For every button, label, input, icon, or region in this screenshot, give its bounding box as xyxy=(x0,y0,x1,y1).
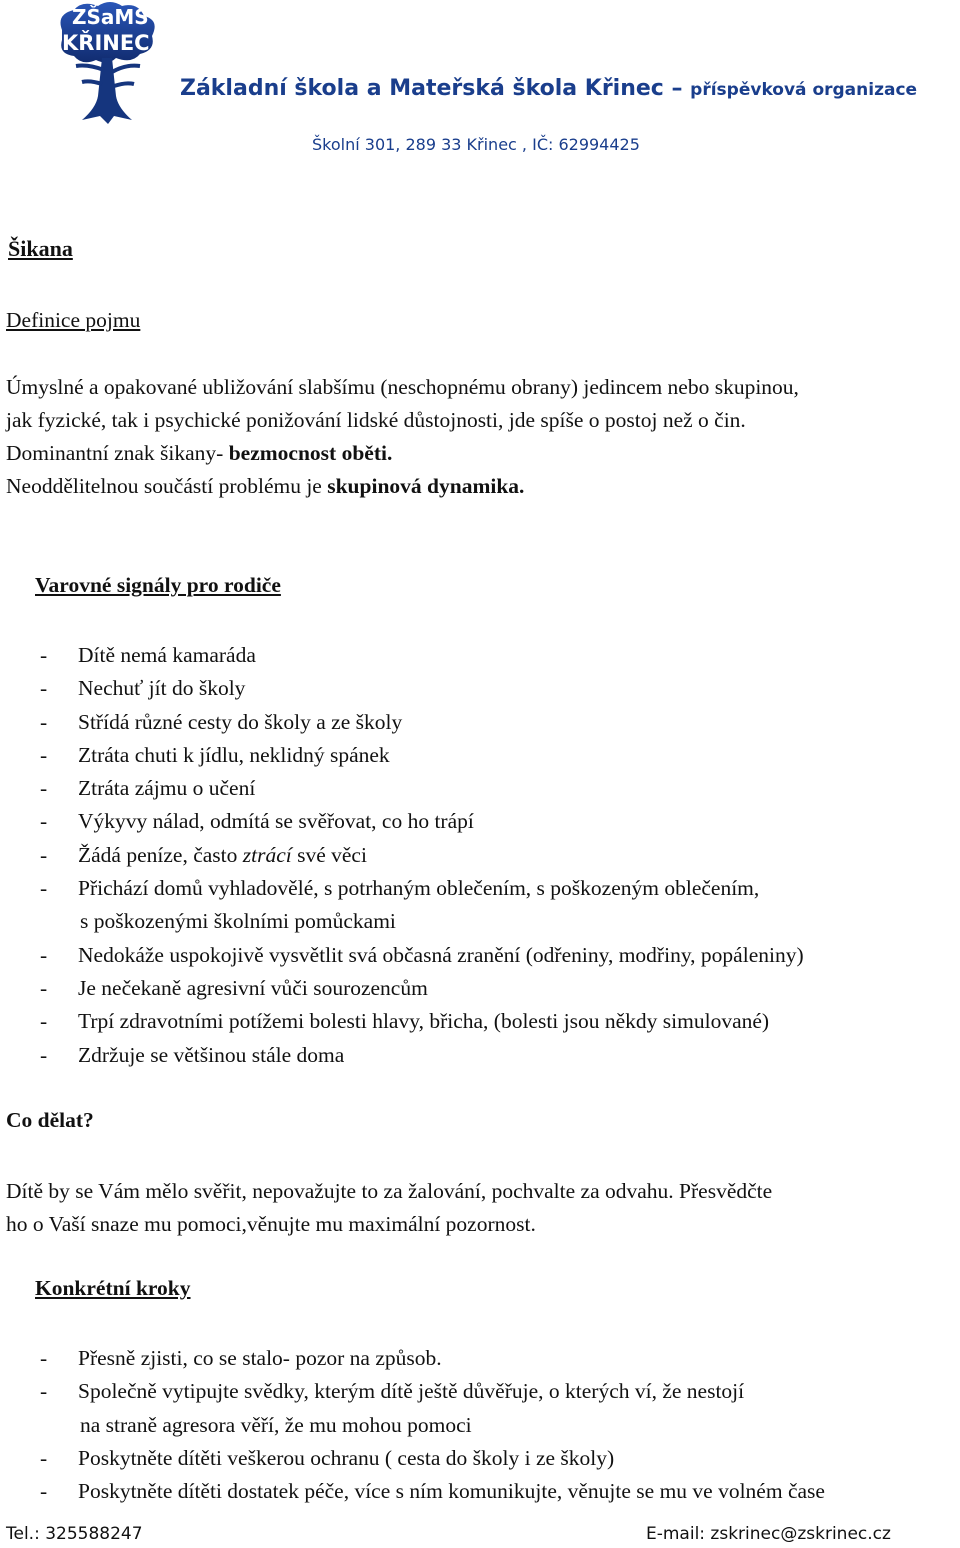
list-item-text: Je nečekaně agresivní vůči sourozencům xyxy=(78,975,428,1000)
list-item-text: Ztráta zájmu o učení xyxy=(78,776,256,801)
warning-list xyxy=(40,639,804,1072)
dash-marker: - xyxy=(40,776,48,801)
list-item-text: Zdržuje se většinou stále doma xyxy=(78,1042,345,1067)
dominant-sign-bold: bezmocnost oběti. xyxy=(228,441,393,465)
list-item xyxy=(40,1375,825,1442)
todo-heading: Co dělat? xyxy=(6,1108,94,1132)
dash-marker: - xyxy=(40,1379,48,1404)
steps-heading: Konkrétní kroky xyxy=(35,1276,191,1300)
list-item xyxy=(40,772,804,805)
dash-marker: - xyxy=(40,809,48,834)
list-item xyxy=(40,1475,825,1508)
dash-marker: - xyxy=(40,1009,48,1034)
dash-marker: - xyxy=(40,975,48,1000)
list-item-text: Společně vytipujte svědky, kterým dítě ještě důvěřuje, o kterých ví, že nestojí xyxy=(78,1379,745,1404)
list-item xyxy=(40,1442,825,1475)
todo-line: ho o Vaší snaze mu pomoci,věnujte mu maximální pozornost. xyxy=(6,1212,536,1236)
dash-marker: - xyxy=(40,942,48,967)
inseparable-bold: skupinová dynamika. xyxy=(327,474,525,498)
list-item-text-continued: na straně agresora věří, že mu mohou pomoci xyxy=(80,1412,472,1437)
footer-phone: Tel.: 325588247 xyxy=(6,1524,143,1544)
list-item-text: Nedokáže uspokojivě vysvětlit svá občasná zranění (odřeniny, modřiny, popáleniny) xyxy=(78,942,804,967)
school-name-sub: příspěvková organizace xyxy=(690,80,918,100)
list-item-text: Přichází domů vyhladovělé, s potrhaným oblečením, s poškozeným oblečením, xyxy=(78,876,760,901)
logo-lettering-top: ZŠaMŠ xyxy=(72,5,149,29)
school-name-main: Základní škola a Mateřská škola Křinec – xyxy=(180,76,683,101)
dash-marker: - xyxy=(40,876,48,901)
dash-marker: - xyxy=(40,676,48,701)
list-item-text: Nechuť jít do školy xyxy=(78,676,246,701)
list-item-text: Ztráta chuti k jídlu, neklidný spánek xyxy=(78,742,390,767)
list-item-text: Poskytněte dítěti dostatek péče, více s ním komunikujte, věnujte se mu ve volném čase xyxy=(78,1479,825,1504)
todo-line: Dítě by se Vám mělo svěřit, nepovažujte to za žalování, pochvalte za odvahu. Přesvědčte xyxy=(6,1179,773,1203)
school-name xyxy=(180,76,940,110)
list-item xyxy=(40,805,804,838)
todo-body xyxy=(6,1175,772,1241)
list-item xyxy=(40,1342,825,1375)
dash-marker: - xyxy=(40,1479,48,1504)
list-item-text: Střídá různé cesty do školy a ze školy xyxy=(78,709,403,734)
dash-marker: - xyxy=(40,842,48,867)
list-item xyxy=(40,672,804,705)
list-item-text-continued: s poškozenými školními pomůckami xyxy=(80,909,396,934)
dash-marker: - xyxy=(40,1445,48,1470)
list-item-text: Dítě nemá kamaráda xyxy=(78,643,256,667)
dominant-sign-prefix: Dominantní znak šikany- xyxy=(6,441,229,465)
list-item xyxy=(40,872,804,939)
list-item-text: Výkyvy nálad, odmítá se svěřovat, co ho trápí xyxy=(78,809,474,834)
school-logo xyxy=(52,0,164,128)
list-item-text-italic: ztrácí xyxy=(242,842,292,867)
dash-marker: - xyxy=(40,742,48,767)
warning-heading: Varovné signály pro rodiče xyxy=(35,573,281,597)
definition-body xyxy=(6,371,799,503)
definition-line: jak fyzické, tak i psychické ponižování lidské důstojnosti, jde spíše o postoj než o čin. xyxy=(6,408,746,432)
list-item-text: Trpí zdravotními potížemi bolesti hlavy, břicha, (bolesti jsou někdy simulované) xyxy=(78,1009,770,1034)
list-item-text-prefix: Žádá peníze, často xyxy=(78,842,243,867)
inseparable-line xyxy=(6,470,799,503)
school-address: Školní 301, 289 33 Křinec , IČ: 62994425 xyxy=(312,135,640,154)
list-item xyxy=(40,1039,804,1072)
dash-marker: - xyxy=(40,1042,48,1067)
page-title: Šikana xyxy=(8,236,73,261)
list-item xyxy=(40,739,804,772)
dash-marker: - xyxy=(40,643,48,667)
list-item xyxy=(40,839,804,872)
definition-heading: Definice pojmu xyxy=(6,308,141,332)
footer-email: E-mail: zskrinec@zskrinec.cz xyxy=(646,1524,891,1544)
list-item xyxy=(40,1005,804,1038)
list-item-text-suffix: své věci xyxy=(291,842,367,867)
dash-marker: - xyxy=(40,1346,48,1370)
list-item xyxy=(40,639,804,672)
list-item-text: Přesně zjisti, co se stalo- pozor na způsob. xyxy=(78,1346,442,1370)
dash-marker: - xyxy=(40,709,48,734)
definition-line: Úmyslné a opakované ubližování slabšímu (neschopnému obrany) jedincem nebo skupinou, xyxy=(6,375,799,399)
logo-lettering-bottom: KŘINEC xyxy=(62,31,150,55)
list-item xyxy=(40,706,804,739)
list-item xyxy=(40,972,804,1005)
list-item-text: Poskytněte dítěti veškerou ochranu ( cesta do školy i ze školy) xyxy=(78,1445,615,1470)
dominant-sign-line xyxy=(6,437,799,470)
steps-list xyxy=(40,1342,825,1508)
list-item xyxy=(40,939,804,972)
inseparable-prefix: Neoddělitelnou součástí problému je xyxy=(6,474,328,498)
